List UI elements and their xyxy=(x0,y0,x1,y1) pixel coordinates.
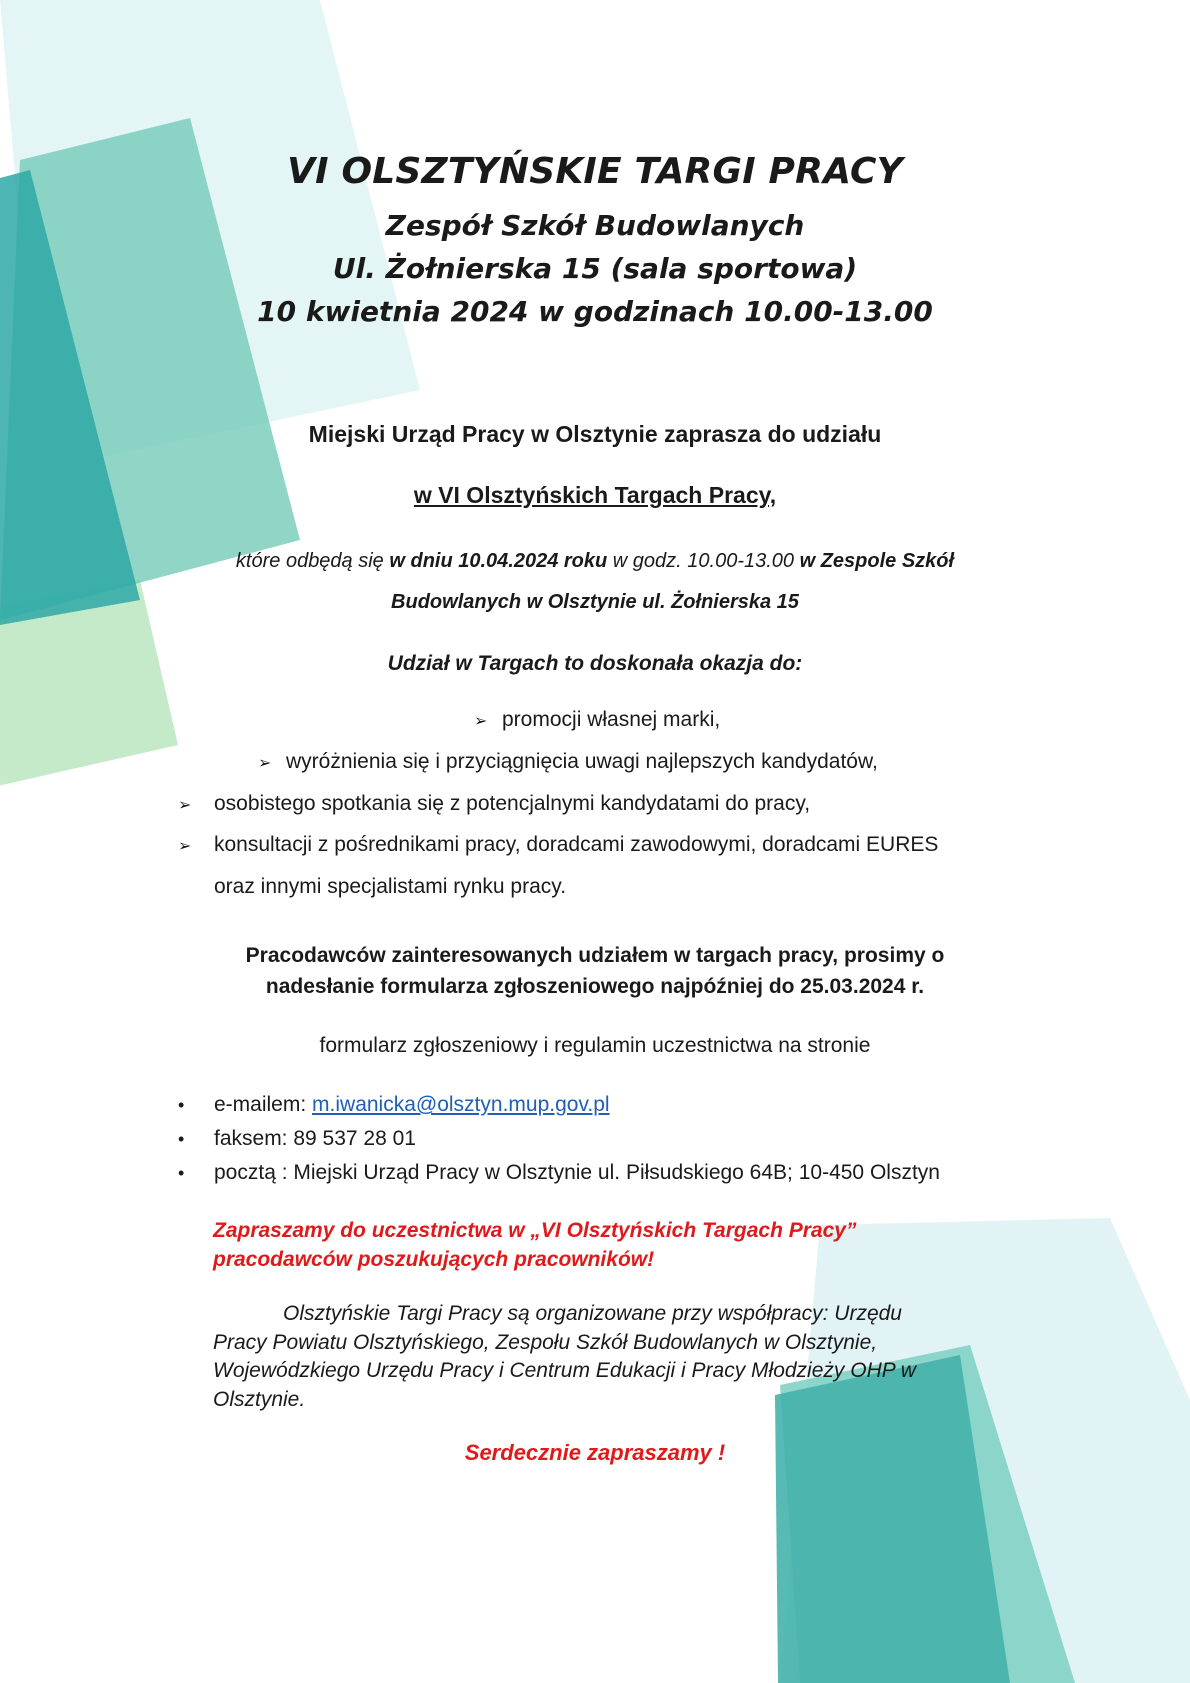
closing-invitation: Serdecznie zapraszamy ! xyxy=(464,1440,726,1465)
intro-event-name: w VI Olsztyńskich Targach Pracy, xyxy=(413,482,777,508)
employers-request: Pracodawców zainteresowanych udziałem w targach pracy, prosimy o nadesłanie formularza zgłoszeniowego najpóźniej do 25.03.2024 r. xyxy=(245,944,945,998)
arrow-bullet-icon: ➢ xyxy=(178,838,192,855)
contact-email: • e-mailem: m.iwanicka@olsztyn.mup.gov.pl xyxy=(178,1093,610,1116)
opportunity-item-continuation: oraz innymi specjalistami rynku pracy. xyxy=(214,875,567,898)
title-block xyxy=(0,140,1190,333)
event-details: które odbędą się w dniu 10.04.2024 roku w godz. 10.00-13.00 w Zespole Szkół Budowlanych w Olsztynie ul. Żołnierska 15 xyxy=(235,550,955,613)
opportunity-item: ➢ osobistego spotkania się z potencjalnymi kandydatami do pracy, xyxy=(178,792,811,815)
bullet-dot-icon: • xyxy=(178,1163,185,1183)
event-address: Ul. Żołnierska 15 (sala sportowa) xyxy=(332,252,858,285)
contact-fax: • faksem: 89 537 28 01 xyxy=(178,1127,416,1150)
bullet-dot-icon: • xyxy=(178,1095,185,1115)
arrow-bullet-icon: ➢ xyxy=(474,713,488,730)
opportunity-item: ➢ konsultacji z pośrednikami pracy, doradcami zawodowymi, doradcami EURES xyxy=(178,833,939,856)
organizers-paragraph: Olsztyńskie Targi Pracy są organizowane przy współpracy: Urzędu Pracy Powiatu Olsztyńskiego, Zespołu Szkół Budowlanych w Olsztynie, Wojewódzkiego Urzędu Pracy i Centrum Edukacji i Pracy Młodzieży OHP w Olsztynie. xyxy=(213,1302,916,1411)
opportunity-item: ➢ promocji własnej marki, xyxy=(474,708,721,731)
opportunity-heading: Udział w Targach to doskonała okazja do: xyxy=(387,652,803,675)
arrow-bullet-icon: ➢ xyxy=(258,755,272,772)
email-link[interactable]: m.iwanicka@olsztyn.mup.gov.pl xyxy=(312,1093,610,1116)
event-venue: Zespół Szkół Budowlanych xyxy=(385,209,805,242)
contact-post: • pocztą : Miejski Urząd Pracy w Olsztynie ul. Piłsudskiego 64B; 10-450 Olsztyn xyxy=(178,1161,940,1184)
event-title: VI OLSZTYŃSKIE TARGI PRACY xyxy=(287,151,903,192)
opportunity-item: ➢ wyróżnienia się i przyciągnięcia uwagi najlepszych kandydatów, xyxy=(258,750,878,773)
intro-line: Miejski Urząd Pracy w Olsztynie zaprasza do udziału xyxy=(308,421,882,447)
arrow-bullet-icon: ➢ xyxy=(178,797,192,814)
event-date: 10 kwietnia 2024 w godzinach 10.00-13.00 xyxy=(257,295,933,328)
form-info: formularz zgłoszeniowy i regulamin uczestnictwa na stronie xyxy=(319,1034,871,1057)
bullet-dot-icon: • xyxy=(178,1129,185,1149)
employer-invitation: Zapraszamy do uczestnictwa w „VI Olsztyńskich Targach Pracy” pracodawców poszukujących pracowników! xyxy=(213,1219,857,1271)
